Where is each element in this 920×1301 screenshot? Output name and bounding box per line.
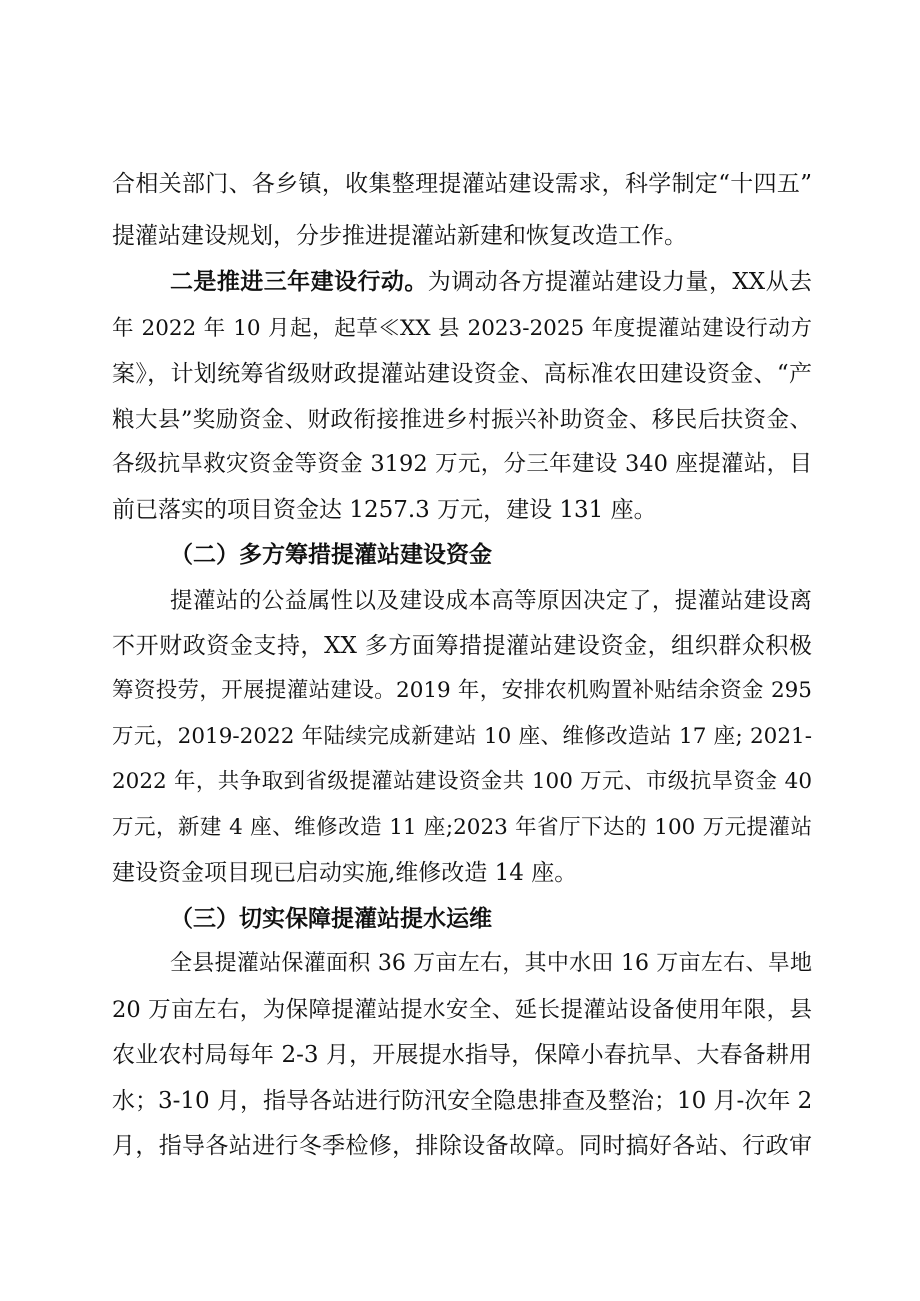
paragraph-3-line-6: 万元，新建 4 座、维修改造 11 座;2023 年省厅下达的 100 万元提灌站 — [112, 815, 812, 840]
paragraph-2-line-5: 各级抗旱救灾资金等资金 3192 万元，分三年建设 340 座提灌站，目 — [112, 451, 812, 477]
paragraph-3-line-5: 2022 年，共争取到省级提灌站建设资金共 100 万元、市级抗旱资金 40 — [112, 769, 812, 794]
paragraph-3-line-2: 不开财政资金支持，XX 多方面筹措提灌站建设资金，组织群众积极 — [112, 633, 812, 659]
paragraph-2-line-1 — [170, 262, 812, 302]
paragraph-4-line-1: 全县提灌站保灌面积 36 万亩左右，其中水田 16 万亩左右、旱地 — [170, 951, 812, 976]
paragraph-2-line-1-rest: 为调动各方提灌站建设力量，XX从去 — [427, 269, 813, 295]
paragraph-1-line-1: 合相关部门、各乡镇，收集整理提灌站建设需求，科学制定“十四五” — [112, 171, 812, 197]
paragraph-4-line-2: 20 万亩左右，为保障提灌站提水安全、延长提灌站设备使用年限，县 — [112, 997, 812, 1023]
paragraph-2-lead: 二是推进三年建设行动。 — [170, 268, 428, 295]
paragraph-4-line-4: 水；3-10 月，指导各站进行防汛安全隐患排查及整治；10 月-次年 2 — [112, 1088, 813, 1114]
paragraph-3-line-3: 筹资投劳，开展提灌站建设。2019 年，安排农机购置补贴结余资金 295 — [112, 678, 812, 703]
paragraph-3-line-4: 万元，2019-2022 年陆续完成新建站 10 座、维修改造站 17 座; 2021- — [112, 724, 812, 749]
paragraph-3-line-7: 建设资金项目现已启动实施,维修改造 14 座。 — [112, 860, 578, 886]
paragraph-2-line-3: 案》，计划统筹省级财政提灌站建设资金、高标准农田建设资金、“产 — [112, 361, 812, 387]
paragraph-2-line-6: 前已落实的项目资金达 1257.3 万元，建设 131 座。 — [112, 497, 657, 523]
paragraph-4-line-5: 月，指导各站进行冬季检修，排除设备故障。同时搞好各站、行政审 — [112, 1133, 812, 1159]
paragraph-4-line-3: 农业农村局每年 2-3 月，开展提水指导，保障小春抗旱、大春备耕用 — [112, 1042, 812, 1068]
paragraph-2-line-4: 粮大县”奖励资金、财政衔接推进乡村振兴补助资金、移民后扶资金、 — [112, 407, 812, 433]
paragraph-1-line-2: 提灌站建设规划，分步推进提灌站新建和恢复改造工作。 — [112, 223, 687, 249]
paragraph-2-line-2: 年 2022 年 10 月起，起草≪XX 县 2023-2025 年度提灌站建设行动方 — [112, 316, 812, 341]
section-heading-2: （二）多方筹措提灌站建设资金 — [170, 541, 492, 568]
section-heading-3: （三）切实保障提灌站提水运维 — [170, 905, 492, 932]
paragraph-3-line-1: 提灌站的公益属性以及建设成本高等原因决定了，提灌站建设离 — [170, 588, 812, 614]
